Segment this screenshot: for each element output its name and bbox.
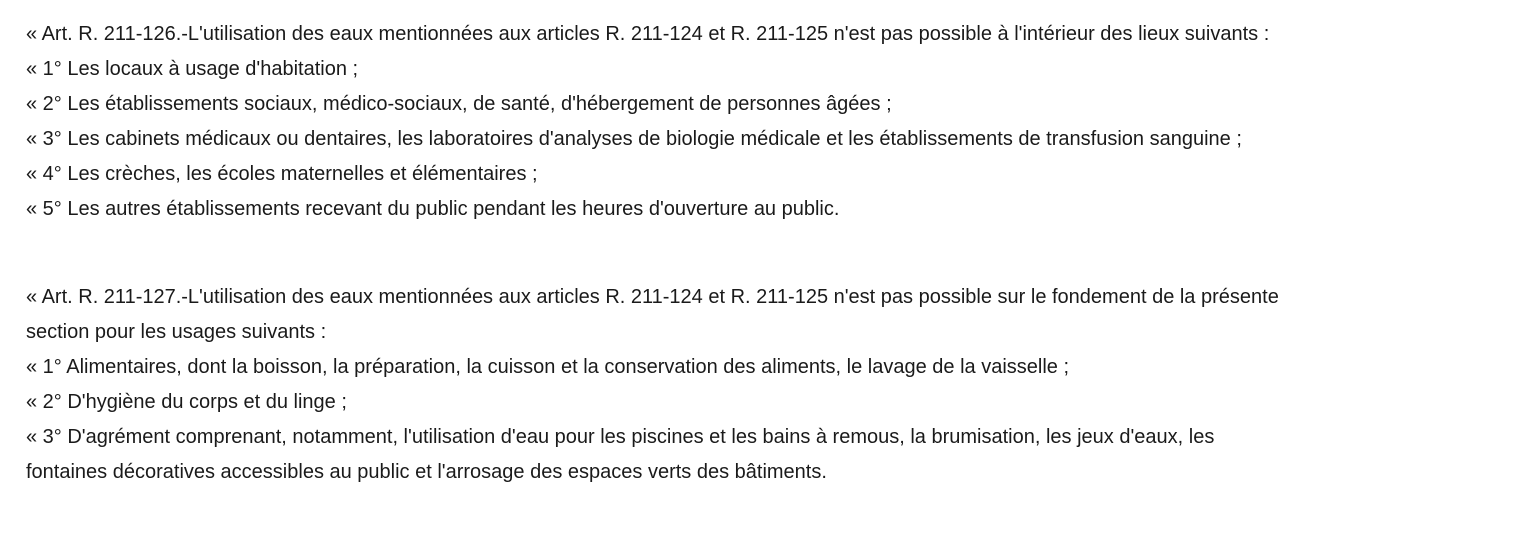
list-item-continuation: fontaines décoratives accessibles au public et l'arrosage des espaces verts des bâtiments. xyxy=(26,461,827,483)
list-item: « 1° Les locaux à usage d'habitation ; xyxy=(26,58,359,80)
list-item: « 2° D'hygiène du corps et du linge ; xyxy=(26,391,347,413)
list-item: « 5° Les autres établissements recevant du public pendant les heures d'ouverture au public. xyxy=(26,198,840,220)
list-item: « 4° Les crèches, les écoles maternelles et élémentaires ; xyxy=(26,163,538,185)
article-r-211-126 xyxy=(26,17,1507,227)
list-item: « 2° Les établissements sociaux, médico-sociaux, de santé, d'hébergement de personnes âgées ; xyxy=(26,93,892,115)
list-item: « 3° Les cabinets médicaux ou dentaires, les laboratoires d'analyses de biologie médicale et les établissements de transfusion sanguine ; xyxy=(26,128,1242,150)
list-item: « 1° Alimentaires, dont la boisson, la préparation, la cuisson et la conservation des aliments, le lavage de la vaisselle ; xyxy=(26,356,1070,378)
article-heading-continuation: section pour les usages suivants : xyxy=(26,321,327,343)
list-item: « 3° D'agrément comprenant, notamment, l'utilisation d'eau pour les piscines et les bains à remous, la brumisation, les jeux d'eaux, les xyxy=(26,426,1215,448)
article-heading-line: « Art. R. 211-127.-L'utilisation des eaux mentionnées aux articles R. 211-124 et R. 211-125 n'est pas possible sur le fondement de la présente xyxy=(26,286,1279,308)
article-heading-line: « Art. R. 211-126.-L'utilisation des eaux mentionnées aux articles R. 211-124 et R. 211-125 n'est pas possible à l'intérieur des lieux suivants : xyxy=(26,23,1270,45)
article-r-211-127 xyxy=(26,280,1507,490)
